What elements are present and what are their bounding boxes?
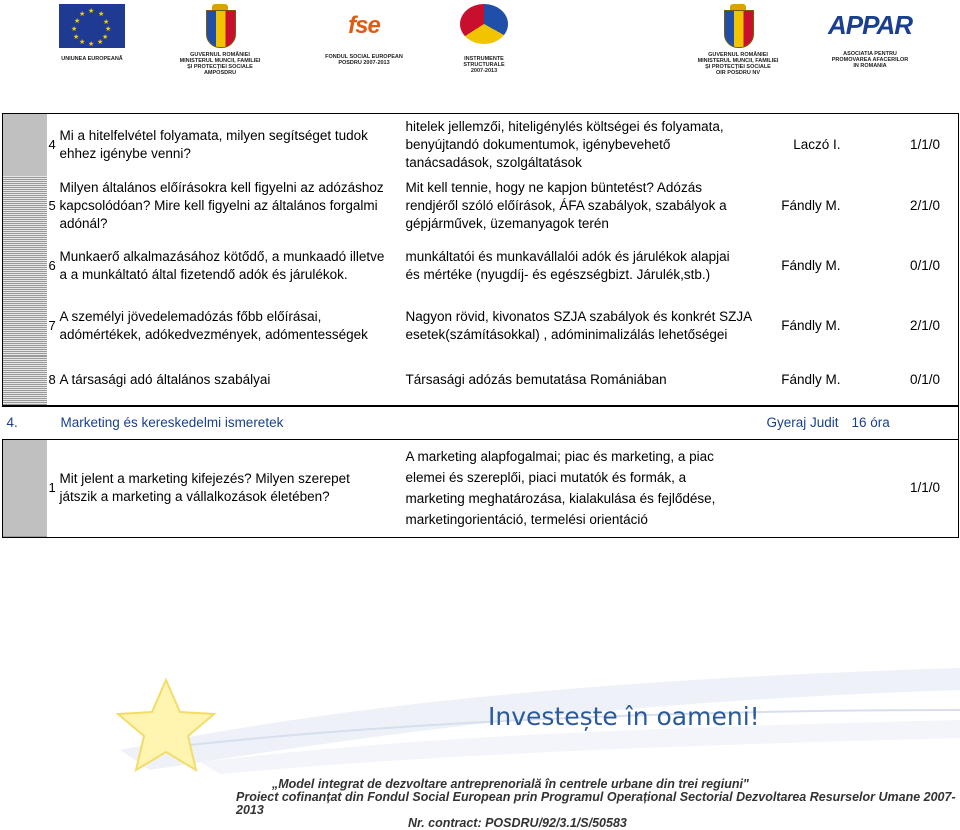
- row-code: 0/1/0: [849, 236, 959, 296]
- content-line: benyújtandó dokumentumok, igénybevehető: [405, 136, 671, 152]
- row-lecturer: Fándly M.: [781, 372, 841, 387]
- topic-line: adómértékek, adókedvezmények, adómentességek: [59, 326, 368, 342]
- row-number: 6: [48, 257, 56, 273]
- row-lecturer: [761, 439, 849, 537]
- row-marker: [3, 356, 47, 406]
- content-line: marketing meghatározása, kialakulása és fejlődése,: [405, 491, 716, 506]
- fse-mark: fse: [348, 12, 380, 39]
- row-topic: [57, 356, 403, 406]
- topic-line: Milyen általános előírásokra kell figyelni az adózáshoz: [59, 179, 384, 195]
- section-title: Marketing és kereskedelmi ismeretek: [57, 406, 761, 440]
- content-line: és mértéke (nyugdíj- és egészségbizt. Járulék,stb.): [405, 266, 711, 282]
- content-line: elemei és szereplői, piaci mutatók és formák, a: [405, 470, 687, 485]
- row-number: 8: [48, 372, 56, 387]
- appar-caption-3: IN ROMANIA: [853, 63, 887, 69]
- topic-line: játszik a marketing a vállalkozások életében?: [59, 489, 330, 504]
- gov2-caption-1: GUVERNUL ROMÂNIEI: [708, 52, 768, 58]
- gov-logo-2: [688, 4, 788, 76]
- footer-project-text: [236, 778, 956, 830]
- eu-logo: [54, 4, 130, 62]
- eu-flag-icon: ★ ★ ★ ★ ★ ★ ★ ★ ★ ★ ★ ★: [59, 4, 125, 48]
- project-cofinance-line: Proiect cofinanțat din Fondul Social European prin Programul Operațional Sectorial Dezvoltarea Resurselor Umane 2007-2013: [236, 790, 956, 817]
- section-lecturer: Gyeraj Judit: [761, 406, 849, 440]
- content-line: rendjéről szóló előírások, ÁFA szabályok, szabályok a: [405, 197, 727, 213]
- fse-caption-2: POSDRU 2007-2013: [338, 60, 390, 66]
- table-row: [3, 236, 959, 296]
- footer-slogan: Investește în oameni!: [488, 702, 760, 731]
- content-line: hitelek jellemzői, hiteligénylés költségei és folyamata,: [405, 118, 724, 134]
- row-topic: [57, 114, 403, 176]
- appar-mark: APPAR: [827, 10, 913, 40]
- table-row: [3, 296, 959, 356]
- row-content: [403, 176, 761, 236]
- content-line: marketingorientáció, termelési orientáció: [405, 512, 648, 527]
- row-code: 2/1/0: [849, 176, 959, 236]
- project-contract-line: Nr. contract: POSDRU/92/3.1/S/50583: [408, 816, 627, 830]
- topic-line: a a munkáltató által fizetendő adók és járulékok.: [59, 266, 348, 282]
- content-line: Társasági adózás bemutatása Romániában: [405, 372, 667, 387]
- structural-instruments-icon: [460, 4, 508, 44]
- content-line: Mit kell tennie, hogy ne kapjon büntetést? Adózás: [405, 179, 702, 195]
- content-line: Nagyon rövid, kivonatos SZJA szabályok és konkrét SZJA: [405, 308, 753, 324]
- section-header-row: [3, 406, 959, 440]
- topic-line: Munkaerő alkalmazásához kötődő, a munkaadó illetve: [59, 248, 385, 264]
- gov2-caption-2: MINISTERUL MUNCII, FAMILIEI: [697, 58, 779, 64]
- appar-caption-2: PROMOVAREA AFACERILOR: [831, 57, 909, 63]
- row-marker: [3, 176, 47, 236]
- fse-caption-1: FONDUL SOCIAL EUROPEAN: [325, 54, 403, 60]
- row-content: [403, 356, 761, 406]
- row-lecturer: Fándly M.: [781, 197, 841, 213]
- row-code: 0/1/0: [849, 356, 959, 406]
- row-lecturer: Laczó I.: [761, 114, 849, 176]
- appar-caption-1: ASOCIATIA PENTRU: [843, 51, 897, 57]
- curriculum-table: [2, 113, 959, 538]
- gov-logo-1: [170, 4, 270, 76]
- row-number: 7: [48, 317, 56, 333]
- row-number: 4: [47, 114, 57, 176]
- table-row: [3, 114, 959, 176]
- row-number: 1: [47, 439, 57, 537]
- romania-crest-icon: [202, 4, 238, 52]
- topic-line: A személyi jövedelemadózás főbb előírásai,: [59, 308, 322, 324]
- row-marker: [3, 236, 47, 296]
- content-line: gépjárművek, üzemanyagok terén: [405, 215, 609, 231]
- footer-banner: [0, 650, 960, 830]
- section-hours: 16 óra: [849, 406, 959, 440]
- row-topic: [57, 296, 403, 356]
- fse-logo: [316, 4, 412, 66]
- content-line: A marketing alapfogalmai; piac és marketing, a piac: [405, 449, 714, 464]
- project-title-line: „Model integrat de dezvoltare antreprenorială în centrele urbane din trei regiuni": [272, 777, 749, 791]
- content-line: munkáltatói és munkavállalói adók és járulékok alapjai: [405, 248, 730, 264]
- row-marker: [3, 114, 47, 176]
- is-caption-1: INSTRUMENTE STRUCTURALE: [463, 56, 505, 68]
- row-lecturer: Fándly M.: [781, 317, 841, 333]
- topic-line: Mi a hitelfelvétel folyamata, milyen segítséget tudok: [59, 127, 368, 143]
- table-row: [3, 176, 959, 236]
- table-row: [3, 356, 959, 406]
- row-content: [403, 439, 761, 537]
- gov2-caption-4: OIR POSDRU NV: [715, 70, 760, 76]
- row-content: [403, 236, 761, 296]
- row-topic: [57, 439, 403, 537]
- row-content: [403, 296, 761, 356]
- content-line: esetek(számításokkal) , adóminimalizálás lehetőségei: [405, 326, 728, 342]
- romania-crest-icon: [720, 4, 756, 52]
- gov1-caption-3: ȘI PROTECȚIEI SOCIALE: [187, 64, 253, 70]
- is-logo: [444, 4, 524, 74]
- row-code: 1/1/0: [849, 114, 959, 176]
- logo-header: [0, 0, 960, 90]
- row-number: 5: [48, 197, 56, 213]
- row-marker: [3, 439, 47, 537]
- is-caption-2: 2007-2013: [470, 68, 498, 74]
- eu-caption: UNIUNEA EUROPEANĂ: [61, 56, 123, 62]
- content-line: tanácsadások, szolgáltatások: [405, 154, 582, 170]
- gov1-caption-2: MINISTERUL MUNCII, FAMILIEI: [179, 58, 261, 64]
- row-lecturer: Fándly M.: [781, 257, 841, 273]
- topic-line: kapcsolódóan? Mire kell figyelni az általános forgalmi: [59, 197, 378, 213]
- gov1-caption-4: AMPOSDRU: [203, 70, 237, 76]
- section-number: 4.: [3, 406, 57, 440]
- topic-line: adónál?: [59, 215, 108, 231]
- gov1-caption-1: GUVERNUL ROMÂNIEI: [190, 52, 250, 58]
- row-topic: [57, 176, 403, 236]
- topic-line: ehhez igénybe venni?: [59, 145, 191, 161]
- row-marker: [3, 296, 47, 356]
- appar-logo: [818, 4, 922, 69]
- topic-line: A társasági adó általános szabályai: [59, 372, 271, 387]
- topic-line: Mit jelent a marketing kifejezés? Milyen szerepet: [59, 471, 350, 486]
- table-row: [3, 439, 959, 537]
- row-code: 1/1/0: [849, 439, 959, 537]
- gov2-caption-3: ȘI PROTECȚIEI SOCIALE: [705, 64, 771, 70]
- row-content: [403, 114, 761, 176]
- row-topic: [57, 236, 403, 296]
- row-code: 2/1/0: [849, 296, 959, 356]
